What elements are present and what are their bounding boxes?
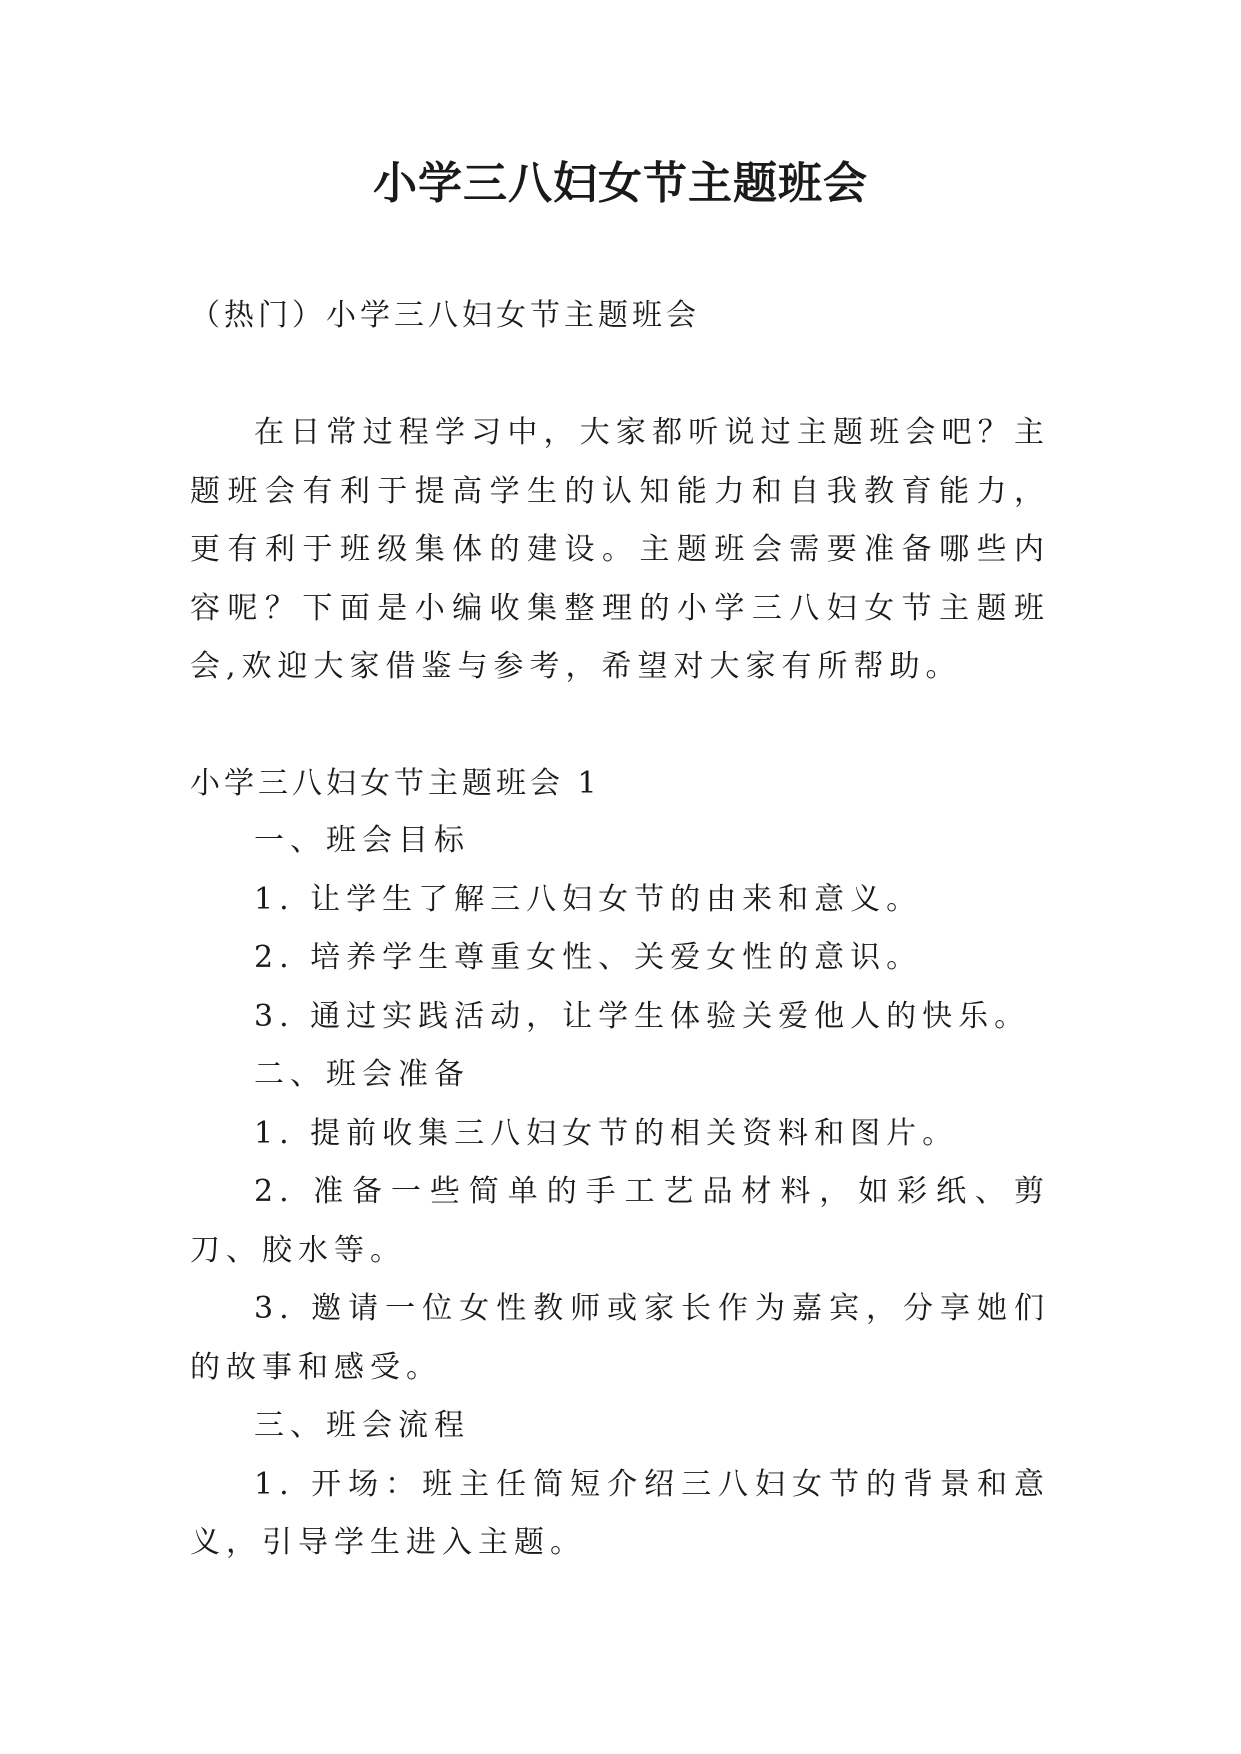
section-title: 小学三八妇女节主题班会 1 [190,766,601,801]
goal-item-2: 2. 培养学生尊重女性、关爱女性的意识。 [254,940,923,975]
document-subtitle: （热门）小学三八妇女节主题班会 [190,298,700,333]
prep-item-2: 2. 准备一些简单的手工艺品材料，如彩纸、剪刀、胶水等。 [190,1174,1050,1268]
heading-process: 三、班会流程 [254,1408,470,1443]
heading-preparation: 二、班会准备 [254,1057,470,1092]
goal-item-1: 1. 让学生了解三八妇女节的由来和意义。 [254,881,923,917]
goal-item-3: 3. 通过实践活动，让学生体验关爱他人的快乐。 [254,998,1031,1034]
prep-item-3: 3. 邀请一位女性教师或家长作为嘉宾，分享她们的故事和感受。 [190,1291,1050,1385]
prep-item-1: 1. 提前收集三八妇女节的相关资料和图片。 [254,1115,959,1151]
section-body [190,812,1050,1573]
document-title: 小学三八妇女节主题班会 [373,158,868,209]
heading-goals: 一、班会目标 [254,823,470,858]
intro-paragraph: 在日常过程学习中，大家都听说过主题班会吧？主题班会有利于提高学生的认知能力和自我教育能力，更有利于班级集体的建设。主题班会需要准备哪些内容呢？下面是小编收集整理的小学三八妇女节主题班会,欢迎大家借鉴与参考，希望对大家有所帮助。 [190,415,1050,684]
process-item-1: 1. 开场：班主任简短介绍三八妇女节的背景和意义，引导学生进入主题。 [190,1466,1050,1560]
